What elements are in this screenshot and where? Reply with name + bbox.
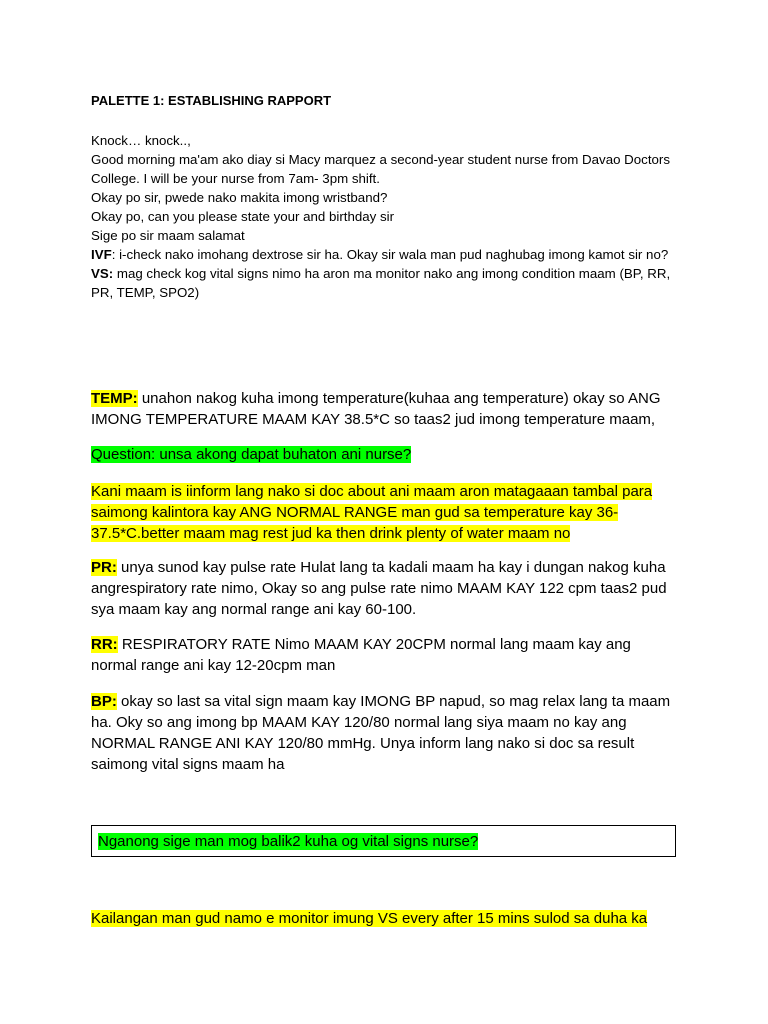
intro-line: Knock… knock.., xyxy=(91,133,191,148)
boxed-question xyxy=(91,825,676,857)
boxed-question-text: Nganong sige man mog balik2 kuha og vital signs nurse? xyxy=(98,833,479,850)
intro-line: Okay po, can you please state your and birthday sir xyxy=(91,209,395,224)
ivf-paragraph xyxy=(91,245,681,264)
rr-label: RR: xyxy=(91,636,118,653)
intro-line: Sige po sir maam salamat xyxy=(91,228,245,243)
temp-label: TEMP: xyxy=(91,390,138,407)
pr-label: PR: xyxy=(91,559,117,576)
ivf-text: : i-check nako imohang dextrose sir ha. Okay sir wala man pud naghubag imong kamot sir no? xyxy=(111,247,669,262)
answer-text: Kani maam is iinform lang nako si doc about ani maam aron matagaaan tambal para saimong kalintora kay ANG NORMAL RANGE man gud sa temperature kay 36-37.5*C.better maam mag rest jud ka then drink plenty of water maam no xyxy=(91,483,653,542)
question-paragraph xyxy=(91,444,691,465)
answer-paragraph xyxy=(91,481,671,544)
intro-section xyxy=(91,131,681,302)
bp-text: okay so last sa vital sign maam kay IMONG BP napud, so mag relax lang ta maam ha. Oky so ang imong bp MAAM KAY 120/80 normal lang siya maam no kay ang NORMAL RANGE ANI KAY 120/80 mmHg. Unya inform lang nako si doc sa result saimong vital signs maam ha xyxy=(91,693,671,773)
question-text: Question: unsa akong dapat buhaton ani nurse? xyxy=(91,446,412,463)
rr-text: RESPIRATORY RATE Nimo MAAM KAY 20CPM normal lang maam kay ang normal range ani kay 12-20cpm man xyxy=(91,636,631,674)
final-answer-paragraph xyxy=(91,908,691,929)
rr-paragraph xyxy=(91,634,651,676)
pr-paragraph xyxy=(91,557,681,620)
pr-text: unya sunod kay pulse rate Hulat lang ta kadali maam ha kay i dungan nakog kuha angrespiratory rate nimo, Okay so ang pulse rate nimo MAAM KAY 122 cpm taas2 pud sya maam kay ang normal range ani kay 60-100. xyxy=(91,559,667,618)
bp-label: BP: xyxy=(91,693,117,710)
vs-text: mag check kog vital signs nimo ha aron ma monitor nako ang imong condition maam (BP, RR, PR, TEMP, SPO2) xyxy=(91,266,671,300)
final-answer-text: Kailangan man gud namo e monitor imung VS every after 15 mins sulod sa duha ka xyxy=(91,910,648,927)
ivf-label: IVF xyxy=(91,247,112,262)
temp-text: unahon nakog kuha imong temperature(kuhaa ang temperature) okay so ANG IMONG TEMPERATURE MAAM KAY 38.5*C so taas2 jud imong temperature maam, xyxy=(91,390,661,428)
vs-paragraph xyxy=(91,264,681,302)
bp-paragraph xyxy=(91,691,681,775)
intro-line: Good morning ma'am ako diay si Macy marquez a second-year student nurse from Davao Doctors College. I will be your nurse from 7am- 3pm shift. xyxy=(91,152,670,186)
temp-paragraph xyxy=(91,388,691,430)
document-title: PALETTE 1: ESTABLISHING RAPPORT xyxy=(91,93,332,108)
intro-line: Okay po sir, pwede nako makita imong wristband? xyxy=(91,190,388,205)
vs-label: VS: xyxy=(91,266,114,281)
